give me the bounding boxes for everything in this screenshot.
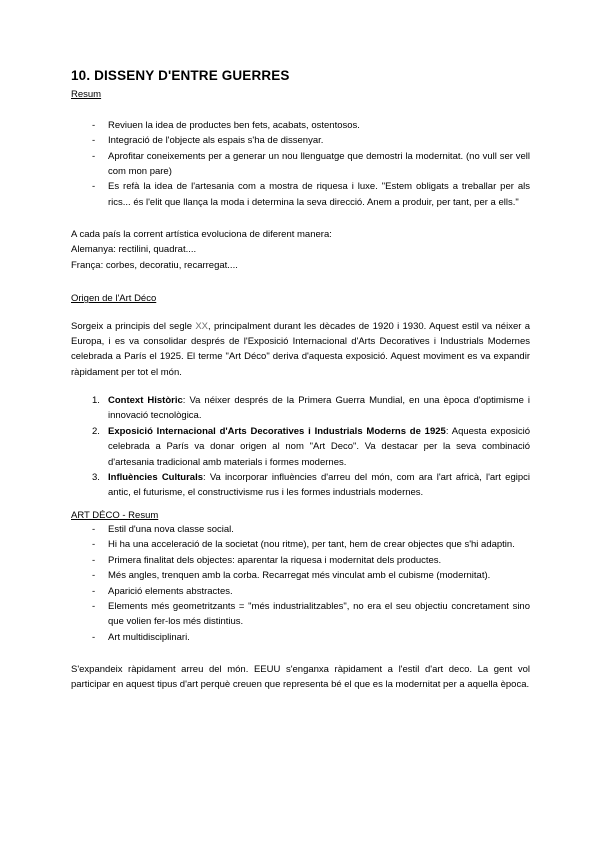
list-item-lead: Exposició Internacional d'Arts Decoratives i Industrials Moderns de 1925 — [108, 425, 446, 437]
list-item: - Hi ha una acceleració de la societat (nou ritme), per tant, hem de crear objectes que s'hi adaptin. — [71, 537, 530, 552]
list-item-rest: : Va incorporar influències d'arreu del món, com ara l'art africà, l'art egipci antic, el futurisme, el constructivisme rus i les formes industrials modernes. — [108, 471, 530, 499]
origen-numbered-list — [71, 393, 530, 501]
list-item: - Reviuen la idea de productes ben fets, acabats, ostentosos. — [71, 118, 530, 133]
spacer — [71, 380, 530, 393]
section-heading-artdeco — [71, 510, 530, 522]
origen-paragraph — [71, 319, 530, 381]
section-heading-origen — [71, 293, 530, 305]
list-item: - Art multidisciplinari. — [71, 630, 530, 645]
list-item: - Integració de l'objecte als espais s'ha de dissenyar. — [71, 133, 530, 148]
paises-intro: A cada país la corrent artística evoluciona de diferent manera: — [71, 229, 332, 241]
artdeco-bullet-list — [71, 522, 530, 645]
list-item-rest: : Aquesta exposició celebrada a París va donar origen al nom "Art Deco". Va destacar per la seva combinació d'artesania tradicional amb materials i formes modernes. — [108, 425, 531, 468]
list-item — [71, 470, 530, 501]
page-title: 10. DISSENY D'ENTRE GUERRES — [71, 68, 290, 83]
list-item — [71, 393, 530, 424]
origen-paragraph-part1: Sorgeix a principis del segle — [71, 320, 196, 332]
list-item-lead: Influències Culturals — [108, 471, 203, 483]
origen-paragraph-part2: , principalment durant les dècades de 1920 i 1930. Aquest estil va néixer a Europa, i es va consolidar després de l'Exposició Internacional d'Arts Decoratives i Industrials Modernes celebrada a París el 1925. El terme "Art Déco" deriva d'aquesta exposició. Aquest moviment es va expandir ràpidament per tot el món. — [71, 320, 530, 378]
origen-paragraph-century: XX — [195, 320, 209, 332]
list-item: - Primera finalitat dels objectes: aparentar la riquesa i modernitat dels productes. — [71, 553, 530, 568]
spacer — [71, 501, 530, 510]
spacer — [71, 101, 530, 118]
spacer — [71, 306, 530, 319]
list-item: - Aprofitar coneixements per a generar un nou llenguatge que demostri la modernitat. (no vull ser vell com mon pare) — [71, 149, 530, 180]
list-item — [71, 424, 530, 470]
list-item: - Més angles, trenquen amb la corba. Recarregat més vinculat amb el cubisme (modernitat). — [71, 568, 530, 583]
section-heading-resum — [71, 89, 530, 101]
spacer — [71, 273, 530, 293]
section-heading-resum-label: Resum — [71, 88, 102, 100]
closing-paragraph: S'expandeix ràpidament arreu del món. EEUU s'enganxa ràpidament a l'estil d'art deco. La gent vol participar en aquest tipus d'art perquè creuen que representa bé el que es la modernitat per a aquella època. — [71, 664, 530, 691]
spacer — [71, 210, 530, 227]
list-item: - Aparició elements abstractes. — [71, 584, 530, 599]
spacer — [71, 645, 530, 662]
list-item: - Es refà la idea de l'artesania com a mostra de riquesa i luxe. "Estem obligats a treballar per als rics... és l'elit que llança la moda i determina la seva direcció. Anem a produir, per tant, per a ells." — [71, 179, 530, 210]
resum-bullet-list — [71, 118, 530, 210]
section-heading-origen-label: Origen de l'Art Déco — [71, 293, 157, 305]
list-item-rest: : Va néixer després de la Primera Guerra Mundial, en una època d'optimisme i innovació tecnològica. — [108, 395, 531, 422]
list-item: - Elements més geometritzants = "més industrialitzables", no era el seu objectiu concretament sino que volien fer-los més distintius. — [71, 599, 530, 630]
section-heading-artdeco-label: ART DÉCO - Resum — [71, 509, 159, 521]
list-item-lead: Context Històric — [108, 395, 183, 407]
paises-line-franca: França: corbes, decoratiu, recarregat.... — [71, 259, 238, 271]
list-item: - Estil d'una nova classe social. — [71, 522, 530, 537]
paises-line-alemanya: Alemanya: rectilini, quadrat.... — [71, 244, 197, 256]
